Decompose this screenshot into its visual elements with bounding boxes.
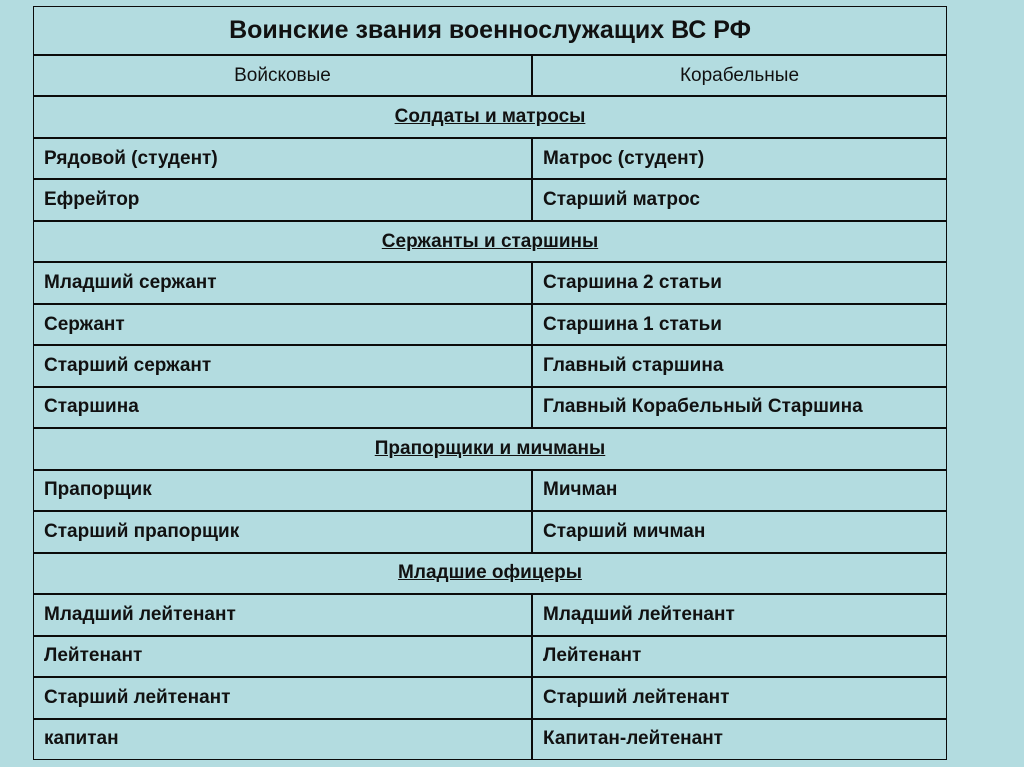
table-title: Воинские звания военнослужащих ВС РФ bbox=[34, 7, 946, 54]
table-cell-navy: Главный Корабельный Старшина bbox=[533, 388, 946, 427]
table-cell-army: Старший сержант bbox=[34, 346, 531, 385]
table-cell-army: Сержант bbox=[34, 305, 531, 344]
table-cell-navy: Старшина 2 статьи bbox=[533, 263, 946, 302]
column-header-army: Войсковые bbox=[34, 56, 531, 95]
table-cell-navy: Старший лейтенант bbox=[533, 678, 946, 717]
table-cell-navy: Младший лейтенант bbox=[533, 595, 946, 634]
section-title-junior-officers: Младшие офицеры bbox=[34, 554, 946, 593]
table-cell-navy: Старший мичман bbox=[533, 512, 946, 551]
section-title-sergeants: Сержанты и старшины bbox=[34, 222, 946, 261]
table-cell-navy: Старший матрос bbox=[533, 180, 946, 219]
ranks-table bbox=[33, 6, 947, 760]
table-cell-navy: Капитан-лейтенант bbox=[533, 720, 946, 759]
table-cell-army: Прапорщик bbox=[34, 471, 531, 510]
section-title-warrant-officers: Прапорщики и мичманы bbox=[34, 429, 946, 468]
table-cell-army: Младший лейтенант bbox=[34, 595, 531, 634]
table-cell-army: Ефрейтор bbox=[34, 180, 531, 219]
table-cell-army: Старший лейтенант bbox=[34, 678, 531, 717]
table-cell-navy: Мичман bbox=[533, 471, 946, 510]
table-cell-navy: Старшина 1 статьи bbox=[533, 305, 946, 344]
table-cell-army: капитан bbox=[34, 720, 531, 759]
table-cell-army: Младший сержант bbox=[34, 263, 531, 302]
table-cell-army: Рядовой (студент) bbox=[34, 139, 531, 178]
table-cell-navy: Главный старшина bbox=[533, 346, 946, 385]
column-header-navy: Корабельные bbox=[533, 56, 946, 95]
section-title-soldiers: Солдаты и матросы bbox=[34, 97, 946, 136]
table-cell-army: Старший прапорщик bbox=[34, 512, 531, 551]
table-cell-army: Старшина bbox=[34, 388, 531, 427]
table-cell-navy: Матрос (студент) bbox=[533, 139, 946, 178]
table-cell-navy: Лейтенант bbox=[533, 637, 946, 676]
table-cell-army: Лейтенант bbox=[34, 637, 531, 676]
